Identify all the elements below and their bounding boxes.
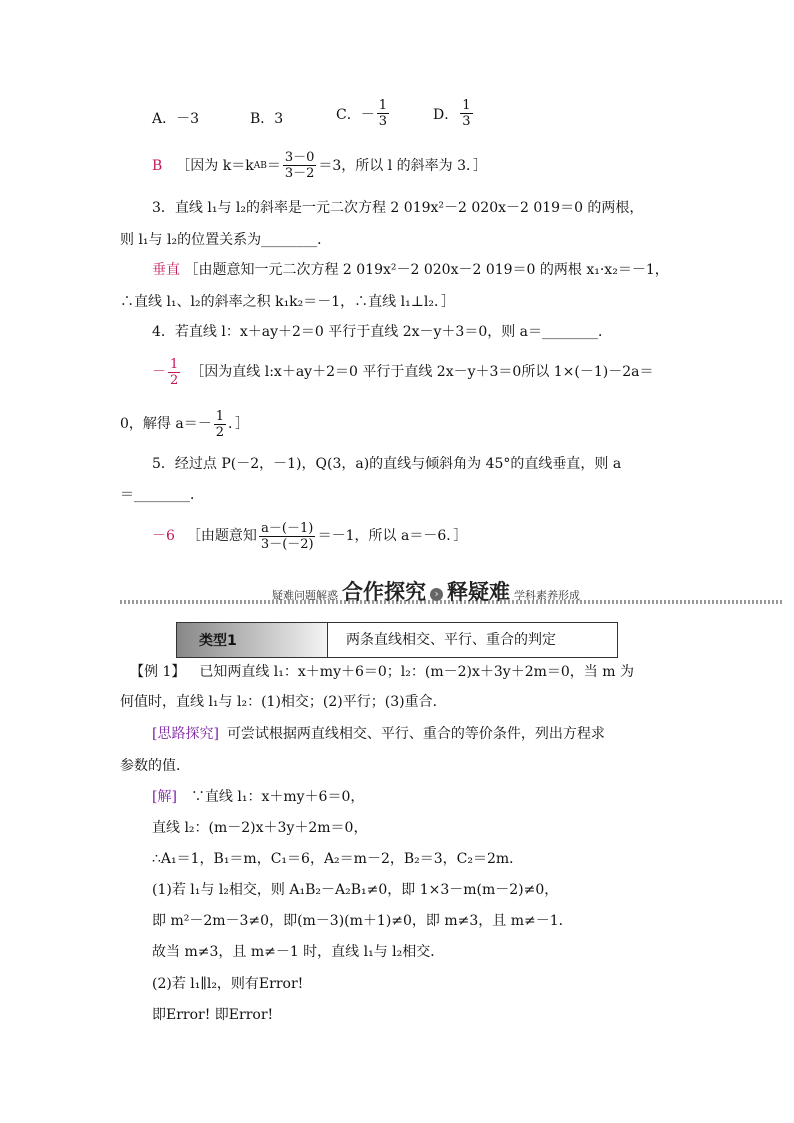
- option-b: B．3: [250, 111, 284, 127]
- answer-2-sub: AB: [253, 160, 267, 171]
- option-c-fraction: [377, 98, 389, 129]
- answer-4-fraction: [168, 357, 180, 388]
- option-c: [336, 98, 391, 129]
- answer-4-den-2: 2: [215, 424, 224, 440]
- option-d-num: 1: [462, 98, 471, 113]
- option-c-num: 1: [378, 98, 387, 113]
- answer-5: [152, 516, 467, 556]
- answer-3-line-2: ∴直线 l₁、l₂的斜率之积 k₁k₂＝－1，∴直线 l₁⊥l₂．］: [120, 294, 455, 310]
- answer-5-den: 3－(－2): [260, 536, 314, 552]
- answer-5-text-2: ＝－1，所以 a＝－6．］: [317, 528, 468, 544]
- example-text-1: 已知两直线 l₁：x＋my＋6＝0；l₂：(m－2)x＋3y＋2m＝0，当 m 为: [199, 664, 634, 680]
- option-c-den: 3: [378, 114, 387, 129]
- question-5-line-2: ＝________．: [120, 487, 204, 503]
- solution-line-3: ∴A₁＝1，B₁＝m，C₁＝6，A₂＝m－2，B₂＝3，C₂＝2m．: [152, 851, 524, 867]
- thinking-label: [思路探究]: [152, 726, 219, 742]
- solution-line-8: 即Error! 即Error!: [152, 1007, 274, 1023]
- answer-2: [152, 150, 487, 181]
- answer-2-text-3: ＝3，所以 l 的斜率为 3．］: [318, 157, 488, 174]
- banner-main-2: 释疑难: [447, 580, 510, 604]
- example-label: 【例 1】: [130, 664, 186, 680]
- banner-left-text: 疑难问题解惑: [272, 589, 338, 602]
- solution-text-1: ∵直线 l₁：x＋my＋6＝0，: [190, 789, 365, 805]
- answer-2-num: 3－0: [284, 150, 315, 165]
- solution-line-7: (2)若 l₁∥l₂，则有Error!: [152, 976, 304, 992]
- answer-4-num-2: 1: [215, 408, 224, 424]
- example-line-2: 何值时，直线 l₁与 l₂：(1)相交；(2)平行；(3)重合．: [120, 694, 447, 710]
- option-d-prefix: D．: [433, 106, 459, 123]
- answer-4-fraction-2: [214, 409, 226, 440]
- example-line-1: [130, 662, 634, 682]
- answer-4-text-2b: ．］: [228, 416, 249, 432]
- thinking-line-2: 参数的值．: [120, 758, 190, 774]
- answer-5-text-1: ［由题意知: [186, 528, 257, 544]
- answer-2-text-1: ［因为 k＝k: [176, 157, 254, 174]
- arrow-icon: ›: [430, 588, 443, 601]
- option-d-fraction: [460, 98, 472, 129]
- question-3-line-1: 3．直线 l₁与 l₂的斜率是一元二次方程 2 019x²－2 020x－2 019＝0 的两根，: [152, 200, 644, 216]
- banner-right-text: 学科素养形成: [514, 589, 580, 602]
- section-banner: [272, 576, 580, 606]
- answer-4-num: 1: [170, 356, 179, 372]
- answer-3-word: 垂直: [152, 262, 180, 278]
- option-c-prefix: C．－: [336, 106, 375, 123]
- thinking-text-1: 可尝试根据两直线相交、平行、重合的等价条件，列出方程求: [226, 726, 605, 742]
- question-3-line-2: 则 l₁与 l₂的位置关系为________．: [120, 232, 332, 248]
- banner-main-1: 合作探究: [342, 580, 426, 604]
- type-tag-label: 类型1: [199, 633, 237, 649]
- answer-5-num: a－(－1): [261, 520, 314, 536]
- answer-4-text-1: ［因为直线 l:x＋ay＋2＝0 平行于直线 2x－y＋3＝0所以 1×(－1)－2a＝: [190, 364, 654, 380]
- solution-label: [解]: [152, 789, 177, 805]
- answer-5-value: －6: [152, 528, 175, 544]
- solution-line-1: [152, 787, 364, 807]
- answer-4-line-1: [152, 352, 654, 392]
- type-tag: [177, 623, 328, 657]
- answer-4-den: 2: [170, 372, 179, 388]
- option-a: A．－3: [152, 111, 200, 127]
- answer-3-line-1: [152, 260, 669, 280]
- answer-2-den: 3－2: [284, 166, 315, 181]
- answer-5-fraction: [259, 521, 316, 552]
- solution-line-2: 直线 l₂：(m－2)x＋3y＋2m＝0，: [152, 820, 368, 836]
- solution-line-5: 即 m²－2m－3≠0，即(m－3)(m＋1)≠0，即 m≠3，且 m≠－1．: [152, 913, 573, 929]
- question-5-line-1: 5．经过点 P(－2，－1)，Q(3，a)的直线与倾斜角为 45°的直线垂直，则 a: [152, 456, 622, 472]
- answer-2-fraction: [283, 150, 317, 181]
- answer-2-text-2: ＝: [266, 157, 281, 174]
- answer-2-letter: B: [152, 157, 163, 174]
- answer-4-minus: －: [152, 364, 166, 380]
- answer-4-text-2a: 0，解得 a＝－: [120, 416, 212, 432]
- question-4: 4．若直线 l：x＋ay＋2＝0 平行于直线 2x－y＋3＝0，则 a＝________．: [152, 324, 613, 340]
- option-d-den: 3: [462, 114, 471, 129]
- answer-3-text-1: ［由题意知一元二次方程 2 019x²－2 020x－2 019＝0 的两根 x₁·x₂＝－1，: [184, 262, 669, 278]
- type-title: 两条直线相交、平行、重合的判定: [346, 632, 556, 648]
- type-box: [176, 622, 618, 658]
- answer-4-line-2: [120, 404, 249, 444]
- solution-line-4: (1)若 l₁与 l₂相交，则 A₁B₂－A₂B₁≠0，即 1×3－m(m－2)≠0，: [152, 882, 559, 898]
- thinking-line-1: [152, 724, 605, 744]
- solution-line-6: 故当 m≠3，且 m≠－1 时，直线 l₁与 l₂相交．: [152, 944, 445, 960]
- option-d: [433, 98, 475, 129]
